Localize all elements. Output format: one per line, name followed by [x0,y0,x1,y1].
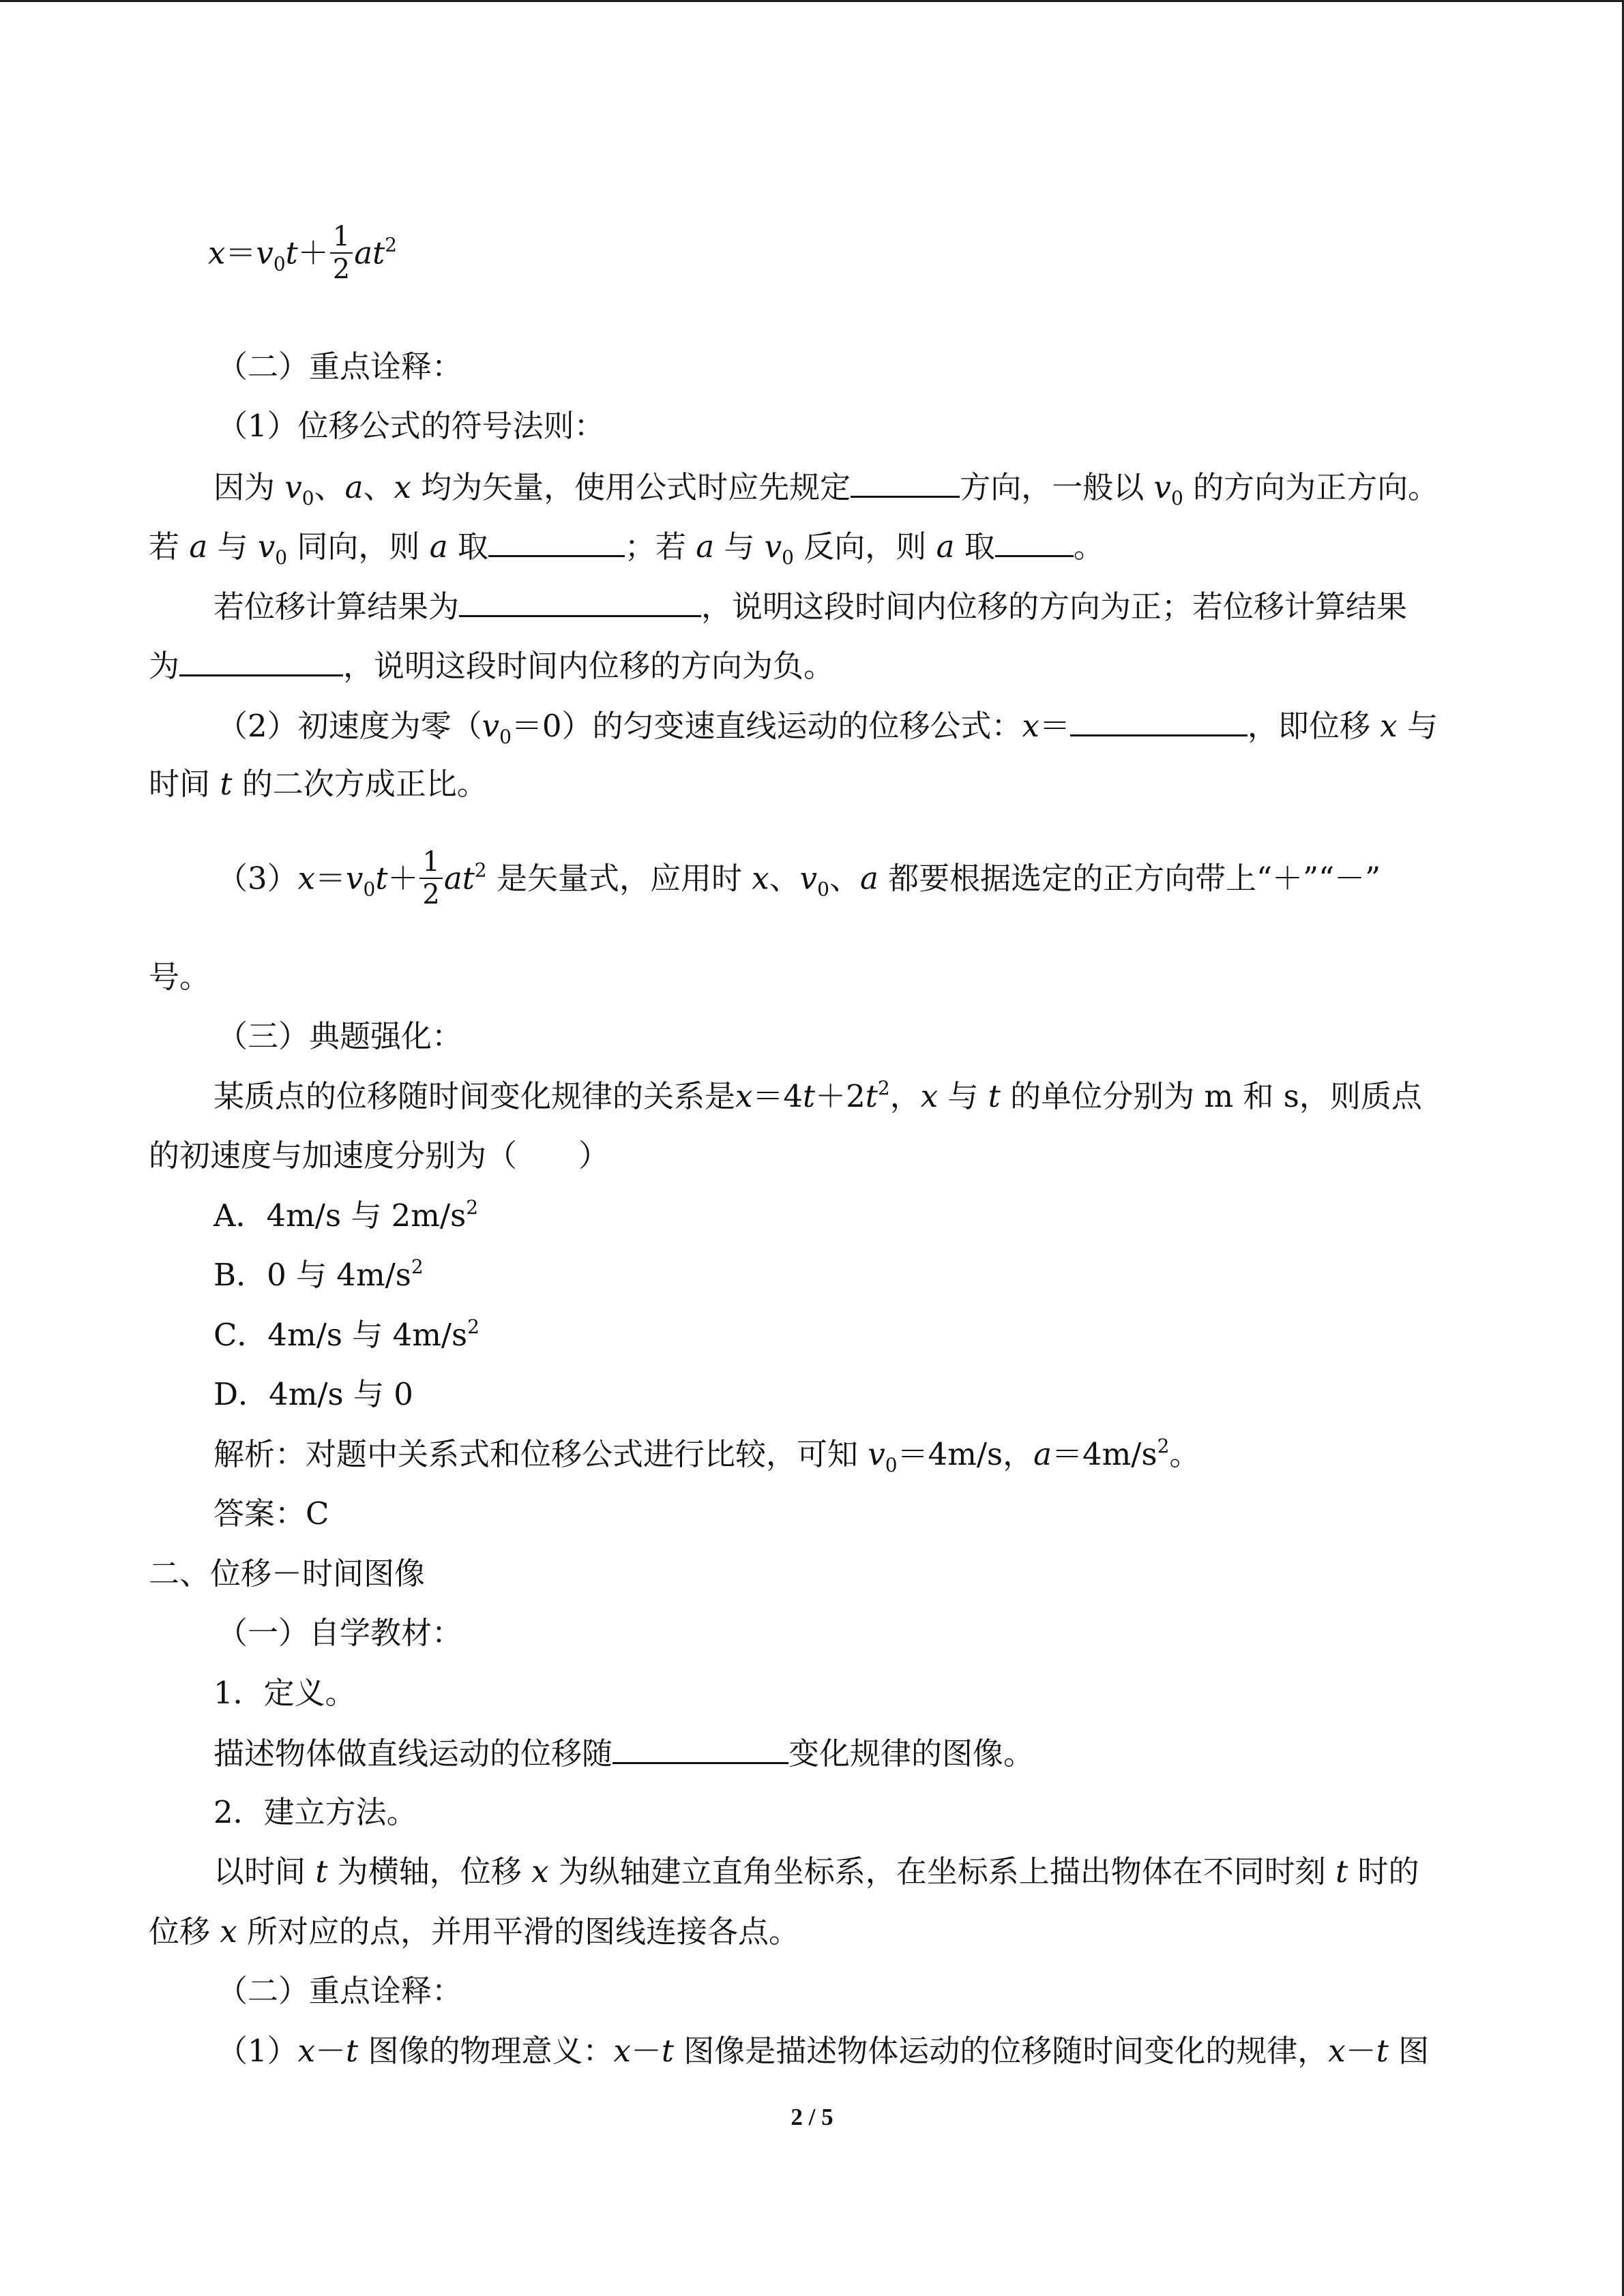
page-number: 2 / 5 [791,2104,833,2130]
fill-blank[interactable] [459,585,701,617]
displacement-formula: $x=v_0t+$ $\frac{1}{2}$ $at^2$ [208,221,397,285]
section-heading: （一）自学教材： [217,1615,463,1651]
option-d[interactable]: D．4m/s 与 0 [213,1376,413,1412]
paragraph-line: $(3)x=v_0t+$ $\frac{1}{2}$ $at^2$ 是矢量式，应用时 x、$v_0$、a 都要根据选定的正方向带上“＋”“－” [217,846,1381,910]
fill-blank[interactable] [851,466,960,498]
part-heading: 二、位移－时间图像 [149,1555,426,1592]
paragraph-line: 为 ，说明这段时间内位移的方向为负。 [149,644,1624,687]
answer-line: 答案：C [213,1495,329,1532]
paragraph-line: （1）x－t 图像的物理意义：x－t 图像是描述物体运动的位移随时间变化的规律，x－t 图 [217,2033,1430,2069]
question-line: 某质点的位移随时间变化规律的关系是$x=4t+2t^2$，x 与 t 的单位分别为 m 和 s，则质点 [213,1077,1422,1114]
option-b[interactable]: B．0 与 $4m/s^2$ [213,1255,424,1293]
item-heading: （1）位移公式的符号法则： [217,408,605,444]
paragraph-line: 时间 t 的二次方成正比。 [149,766,488,802]
question-line: 的初速度与加速度分别为（ ） [149,1137,610,1174]
fill-blank[interactable] [995,525,1074,557]
fill-blank[interactable] [488,525,625,557]
option-a[interactable]: A．4m/s 与 $2m/s^2$ [213,1196,479,1234]
fill-blank[interactable] [612,1732,788,1764]
paragraph-line: 描述物体做直线运动的位移随 变化规律的图像。 [213,1732,1624,1774]
option-c[interactable]: C．4m/s 与 $4m/s^2$ [213,1315,479,1353]
page-top-border [0,0,1624,2]
paragraph-line: 因为 $v_0$、a、x 均为矢量，使用公式时应先规定 方向，一般以 $v_0$ 的方向为正方向。 [213,466,1624,508]
analysis-line: 解析：对题中关系式和位移公式进行比较，可知 $v_0=4m/s$，$a=4m/s^2$。 [213,1435,1200,1476]
section-heading: （三）典题强化： [217,1018,463,1054]
fill-blank[interactable] [1070,704,1247,736]
paragraph-line: 号。 [149,959,211,995]
fraction-one-half: $\frac{1}{2}$ [330,221,353,285]
section-heading: （二）重点诠释： [217,348,463,385]
paragraph-line: 若位移计算结果为 ，说明这段时间内位移的方向为正；若位移计算结果 [213,585,1624,627]
paragraph-line: 若 a 与 $v_0$ 同向，则 a 取 ；若 a 与 $v_0$ 反向，则 a 取 。 [149,525,1624,567]
item-heading: 1．定义。 [213,1675,356,1711]
paragraph-line: 以时间 t 为横轴，位移 x 为纵轴建立直角坐标系，在坐标系上描出物体在不同时刻 t 时的 [213,1853,1419,1890]
section-heading: （二）重点诠释： [217,1973,463,2009]
paragraph-line: 位移 x 所对应的点，并用平滑的图线连接各点。 [149,1913,800,1950]
item-heading: 2．建立方法。 [213,1794,417,1830]
paragraph-line: （2）初速度为零$(v_0=0)$的匀变速直线运动的位移公式：x＝ ，即位移 x 与 [217,704,1624,747]
fraction-one-half: $\frac{1}{2}$ [419,846,442,910]
fill-blank[interactable] [179,644,343,676]
